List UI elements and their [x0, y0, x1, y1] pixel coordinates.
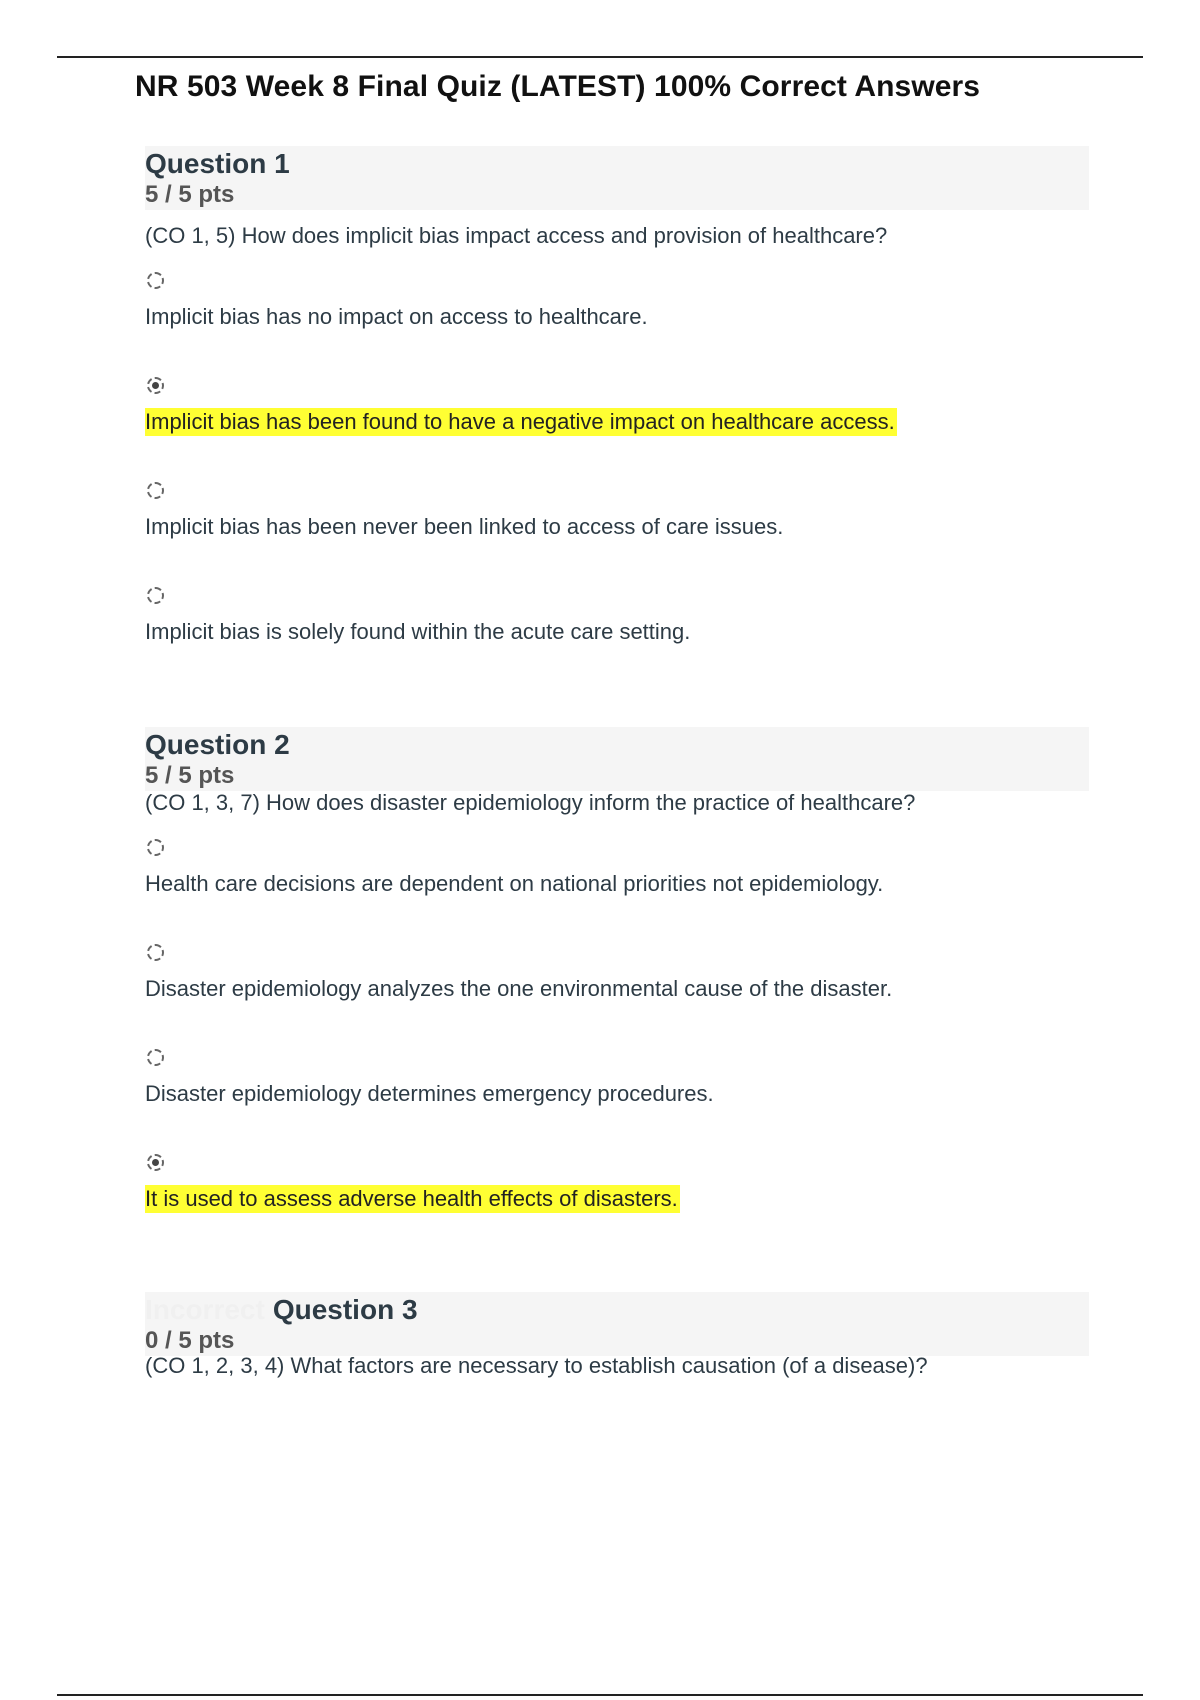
question-header	[145, 1292, 1089, 1356]
answer-label: Implicit bias has been never been linked to access of care issues.	[145, 514, 784, 539]
top-rule	[57, 56, 1143, 58]
answer-option[interactable]	[145, 482, 1089, 541]
answer-option[interactable]	[145, 1154, 1089, 1213]
radio-button-icon[interactable]	[147, 482, 164, 499]
radio-button-icon[interactable]	[147, 587, 164, 604]
question-header	[145, 727, 1089, 791]
radio-button-icon[interactable]	[147, 839, 164, 856]
radio-button-icon[interactable]	[147, 944, 164, 961]
answer-option[interactable]	[145, 272, 1089, 331]
document-title: NR 503 Week 8 Final Quiz (LATEST) 100% Correct Answers	[135, 70, 981, 103]
question-title: Question 2	[145, 729, 290, 760]
answer-label: Implicit bias has no impact on access to healthcare.	[145, 304, 648, 329]
question-text: (CO 1, 2, 3, 4) What factors are necessary to establish causation (of a disease)?	[145, 1353, 928, 1378]
question-3	[145, 1292, 1089, 1380]
answer-option[interactable]	[145, 944, 1089, 1003]
question-text: (CO 1, 3, 7) How does disaster epidemiology inform the practice of healthcare?	[145, 790, 916, 815]
answer-option[interactable]	[145, 1049, 1089, 1108]
question-points: 5 / 5 pts	[145, 762, 235, 789]
radio-button-selected-icon[interactable]	[147, 377, 164, 394]
correct-answer-label: It is used to assess adverse health effects of disasters.	[145, 1186, 678, 1211]
question-title: Question 3	[272, 1294, 418, 1325]
bottom-rule	[57, 1694, 1143, 1696]
question-title: Question 1	[145, 148, 290, 179]
answer-label: Implicit bias is solely found within the acute care setting.	[145, 619, 691, 644]
answer-label: Health care decisions are dependent on national priorities not epidemiology.	[145, 871, 884, 896]
question-2	[145, 727, 1089, 1213]
answer-label: Disaster epidemiology analyzes the one environmental cause of the disaster.	[145, 976, 893, 1001]
radio-button-icon[interactable]	[147, 272, 164, 289]
radio-button-selected-icon[interactable]	[147, 1154, 164, 1171]
answer-option[interactable]	[145, 377, 1089, 436]
correct-answer-label: Implicit bias has been found to have a negative impact on healthcare access.	[145, 409, 895, 434]
answer-option[interactable]	[145, 587, 1089, 646]
question-text: (CO 1, 5) How does implicit bias impact access and provision of healthcare?	[145, 223, 888, 248]
answer-option[interactable]	[145, 839, 1089, 898]
radio-button-icon[interactable]	[147, 1049, 164, 1066]
question-1	[145, 146, 1089, 646]
question-title-row	[145, 1294, 1089, 1326]
question-status-badge: Incorrect	[145, 1294, 265, 1325]
question-points: 5 / 5 pts	[145, 181, 235, 208]
answer-label: Disaster epidemiology determines emergency procedures.	[145, 1081, 714, 1106]
question-points: 0 / 5 pts	[145, 1327, 235, 1354]
question-header	[145, 146, 1089, 210]
